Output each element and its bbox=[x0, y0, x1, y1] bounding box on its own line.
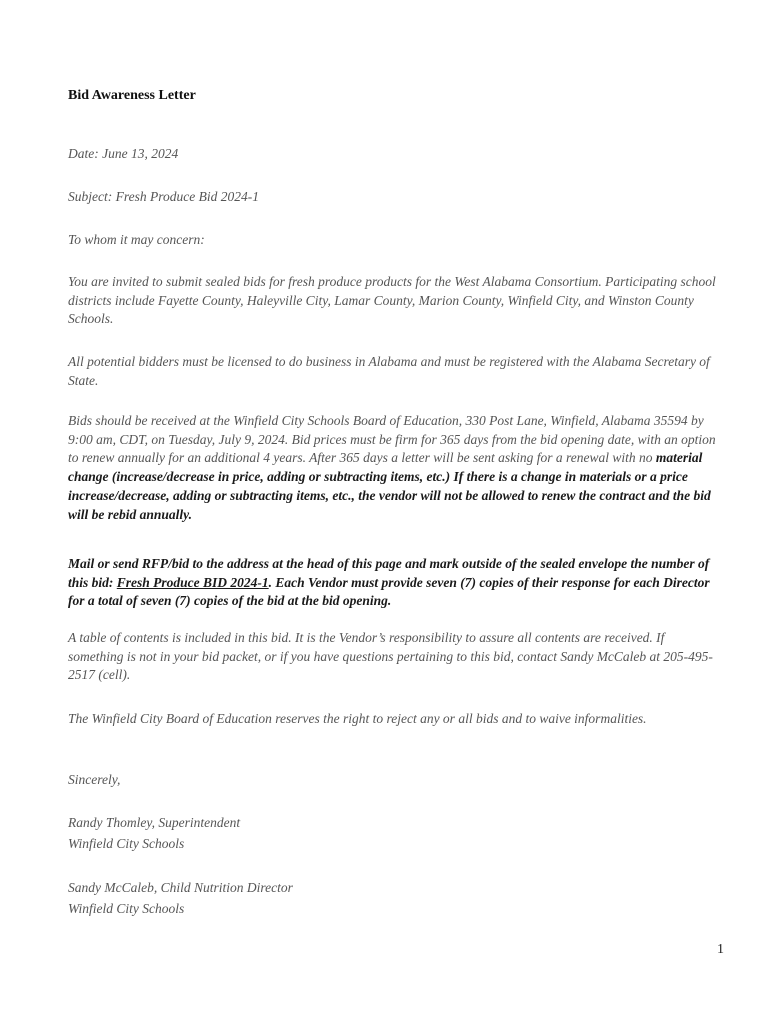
letter-title: Bid Awareness Letter bbox=[68, 88, 196, 103]
page-number: 1 bbox=[717, 942, 724, 957]
license-paragraph: All potential bidders must be licensed to do business in Alabama and must be registered with the Alabama Secretary of State. bbox=[68, 354, 710, 388]
letter-salutation: To whom it may concern: bbox=[68, 232, 205, 247]
bid-number: Fresh Produce BID 2024-1 bbox=[116, 574, 269, 590]
signer-director-org: Winfield City Schools bbox=[68, 901, 185, 916]
letter-date: Date: June 13, 2024 bbox=[68, 146, 179, 161]
reservation-paragraph: The Winfield City Board of Education reserves the right to reject any or all bids and to waive informalities. bbox=[68, 711, 647, 726]
contents-paragraph: A table of contents is included in this bid. It is the Vendor’s responsibility to assure all contents are received. If something is not in your bid packet, or if you have questions pertaining to this bid, contact Sandy McCaleb at 205-495-2517 (cell). bbox=[68, 630, 713, 683]
signer-superintendent-org: Winfield City Schools bbox=[68, 836, 185, 851]
invitation-paragraph: You are invited to submit sealed bids for fresh produce products for the West Alabama Consortium. Participating school districts include Fayette County, Haleyville City, Lamar County, Marion County, Winfield City, and Winston County Schools. bbox=[68, 274, 716, 327]
signer-director-name: Sandy McCaleb, Child Nutrition Director bbox=[68, 880, 293, 895]
renewal-conditions-text: material change (increase/decrease in price, adding or subtracting items, etc.) If there is a change in materials or a price increase/decrease, adding or subtracting items, etc., the vendor will not be allowed to renew the contract and the bid will be rebid annually. bbox=[68, 450, 711, 522]
mailing-text-end: . Each Vendor must provide seven (7) copies of their response for each Director for a total of seven (7) copies of the bid at the bid opening. bbox=[68, 574, 710, 609]
bid-deadline-paragraph bbox=[68, 412, 720, 524]
signer-superintendent-name: Randy Thomley, Superintendent bbox=[68, 815, 241, 830]
mailing-paragraph bbox=[68, 555, 720, 611]
bid-deadline-text: Bids should be received at the Winfield City Schools Board of Education, 330 Post Lane, Winfield, Alabama 35594 by 9:00 am, CDT, on Tuesday, July 9, 2024. Bid prices must be firm for 365 days from the bid opening date, with an option to renew annually for an additional 4 years. After 365 days a letter will be sent asking for a renewal with no bbox=[68, 413, 716, 466]
mailing-text-start: Mail or send RFP/bid to the address at the head of this page and mark outside of the sealed envelope the number of this bid: bbox=[68, 556, 710, 590]
letter-closing: Sincerely, bbox=[68, 772, 121, 787]
letter-subject: Subject: Fresh Produce Bid 2024-1 bbox=[68, 189, 259, 204]
